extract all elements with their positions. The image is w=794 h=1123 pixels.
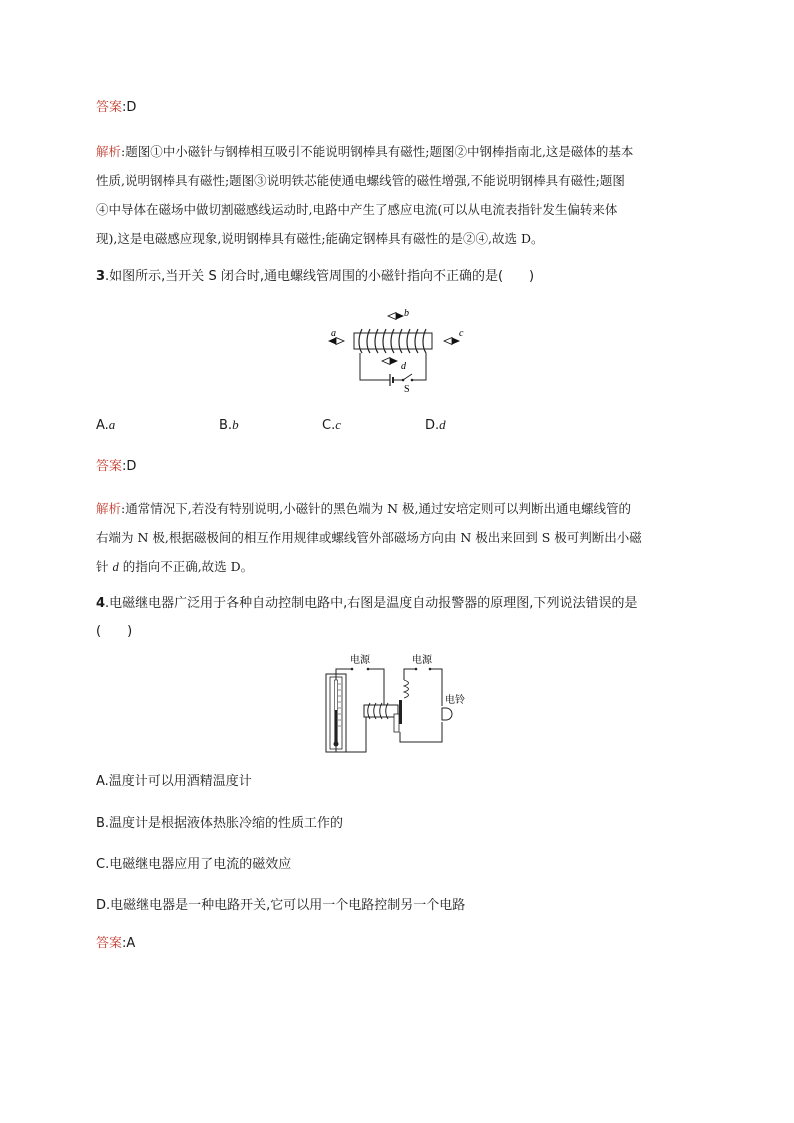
needle-label-d: d [401, 361, 406, 372]
explanation-line: 针 d 的指向不正确,故选 D。 [96, 559, 254, 574]
question-number: 4 [96, 596, 106, 611]
explanation-line: 解析:题图①中小磁针与钢棒相互吸引不能说明钢棒具有磁性;题图②中钢棒指南北,这是磁体的基本 [96, 144, 634, 159]
q2-explanation [96, 137, 706, 253]
q3-stem: 3.如图所示,当开关 S 闭合时,通电螺线管周围的小磁针指向不正确的是( ) [96, 269, 535, 284]
compass-needle-c [444, 338, 460, 345]
answer-value: :D [122, 100, 137, 115]
explanation-line: 现),这是电磁感应现象,说明钢棒具有磁性;能确定钢棒具有磁性的是②④,故选 D。 [96, 231, 544, 246]
compass-needle-b [388, 313, 404, 320]
answer-value: :D [122, 459, 137, 474]
answer-label: 答案 [96, 459, 123, 474]
q3-answer [96, 457, 136, 477]
bell-label: 电铃 [445, 695, 465, 706]
answer-label: 答案 [96, 936, 123, 951]
q4-stem-blank: ( ) [96, 624, 133, 639]
q3-option-b: B.b [219, 417, 239, 433]
needle-label-c: c [459, 328, 464, 339]
explanation-line: 性质,说明钢棒具有磁性;题图③说明铁芯能使通电螺线管的磁性增强,不能说明钢棒具有磁性;题图 [96, 173, 625, 188]
q4-option-d: D.电磁继电器是一种电路开关,它可以用一个电路控制另一个电路 [96, 898, 466, 913]
explanation-line: 解析:通常情况下,若没有特别说明,小磁针的黑色端为 N 极,通过安培定则可以判断出通电螺线管的 [96, 501, 632, 516]
q3-explanation [96, 494, 706, 582]
q4-stem: 4.电磁继电器广泛用于各种自动控制电路中,右图是温度自动报警器的原理图,下列说法错误的是 [96, 596, 638, 611]
answer-value: :A [122, 936, 136, 951]
q2-answer [96, 98, 136, 118]
q4-answer [96, 934, 135, 954]
q4-option-b: B.温度计是根据液体热胀冷缩的性质工作的 [96, 816, 344, 831]
solenoid-compass-figure [318, 302, 478, 394]
explanation-line: ④中导体在磁场中做切割磁感线运动时,电路中产生了感应电流(可以从电流表指针发生偏转来体 [96, 202, 618, 217]
q3-option-c: C.c [322, 417, 341, 433]
compass-needle-d [382, 358, 398, 365]
question-number: 3 [96, 269, 106, 284]
explanation-label: 解析 [96, 144, 122, 159]
bell-icon [442, 708, 452, 720]
needle-label-a: a [331, 328, 336, 339]
q3-option-a: A.a [96, 417, 116, 433]
q4-option-a: A.温度计可以用酒精温度计 [96, 774, 252, 789]
temperature-alarm-figure [324, 652, 474, 756]
switch-label: S [404, 384, 410, 394]
power-label-right: 电源 [412, 655, 432, 666]
q4-option-c: C.电磁继电器应用了电流的磁效应 [96, 857, 292, 872]
needle-label-b: b [404, 308, 409, 319]
explanation-label: 解析 [96, 501, 122, 516]
answer-label: 答案 [96, 100, 123, 115]
q3-option-d: D.d [425, 417, 446, 433]
power-label-left: 电源 [350, 655, 370, 666]
explanation-line: 右端为 N 极,根据磁极间的相互作用规律或螺线管外部磁场方向由 N 极出来回到 S 极可判断出小磁 [96, 530, 642, 545]
